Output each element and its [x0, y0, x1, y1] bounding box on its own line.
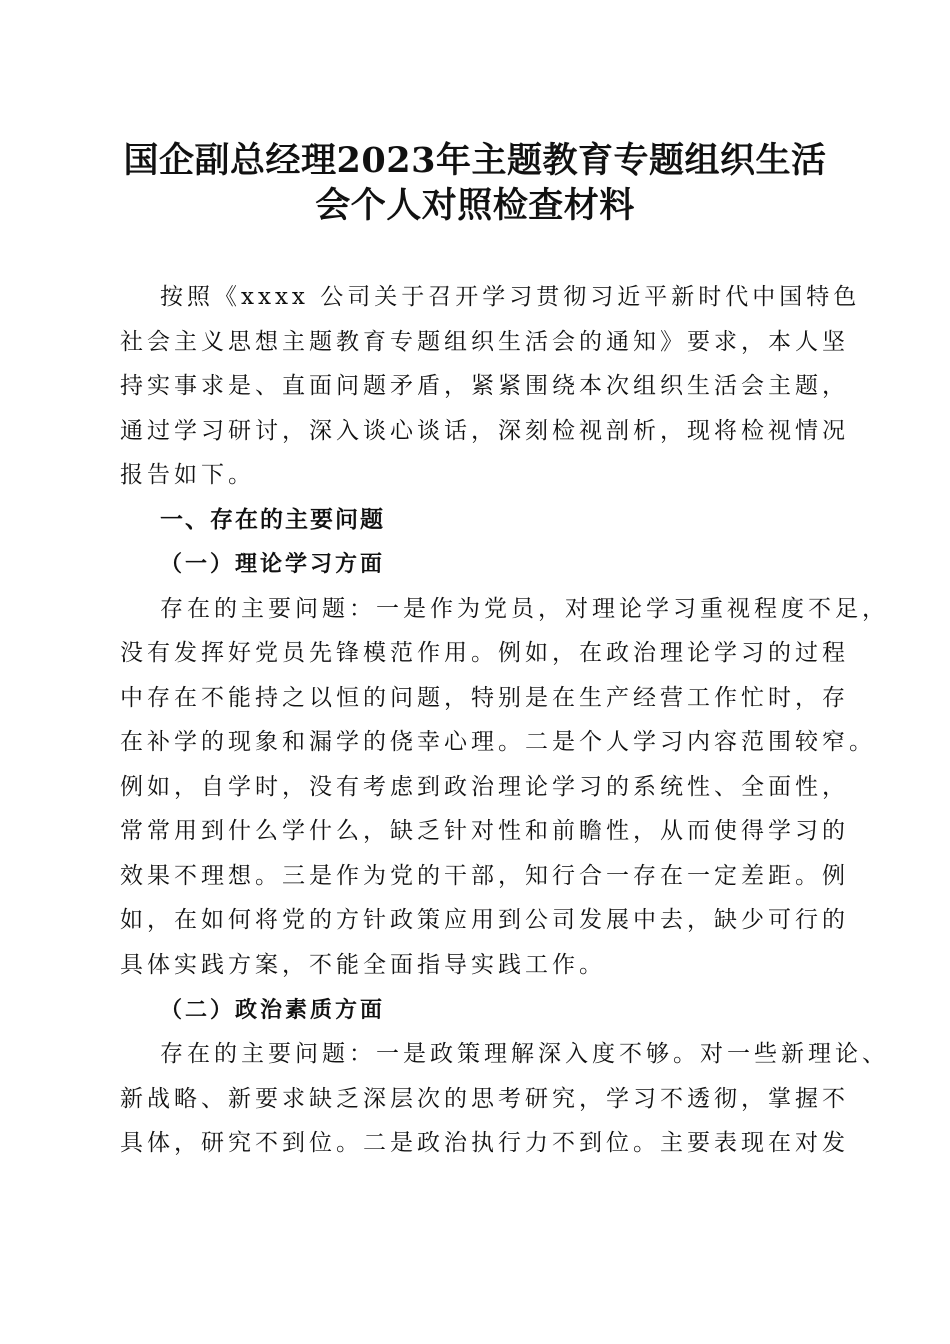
- intro-line: 持实事求是、直面问题矛盾，紧紧围绕本次组织生活会主题，: [120, 373, 849, 399]
- intro-line: 报告如下。: [120, 462, 255, 488]
- intro-line: 按照《xxxx 公司关于召开学习贯彻习近平新时代中国特色: [160, 284, 861, 310]
- paragraph-line: 存在的主要问题：一是政策理解深入度不够。对一些新理论、: [160, 1041, 889, 1067]
- subsection-heading-political-quality: （二）政治素质方面: [160, 997, 386, 1023]
- paragraph-line: 新战略、新要求缺乏深层次的思考研究，学习不透彻，掌握不: [120, 1086, 849, 1112]
- paragraph-line: 如，在如何将党的方针政策应用到公司发展中去，缺少可行的: [120, 907, 849, 933]
- paragraph-line: 具体实践方案，不能全面指导实践工作。: [120, 952, 606, 978]
- document-title-line-1: 国企副总经理2023年主题教育专题组织生活: [123, 140, 827, 181]
- paragraph-line: 没有发挥好党员先锋模范作用。例如，在政治理论学习的过程: [120, 640, 849, 666]
- paragraph-line: 效果不理想。三是作为党的干部，知行合一存在一定差距。例: [120, 863, 849, 889]
- paragraph-line: 例如，自学时，没有考虑到政治理论学习的系统性、全面性，: [120, 774, 849, 800]
- subsection-heading-theory-study: （一）理论学习方面: [160, 551, 386, 577]
- paragraph-line: 在补学的现象和漏学的侥幸心理。二是个人学习内容范围较窄。: [120, 729, 876, 755]
- paragraph-line: 常常用到什么学什么，缺乏针对性和前瞻性，从而使得学习的: [120, 818, 849, 844]
- paragraph-line: 具体，研究不到位。二是政治执行力不到位。主要表现在对发: [120, 1130, 849, 1156]
- section-heading-problems: 一、存在的主要问题: [160, 507, 385, 533]
- paragraph-line: 存在的主要问题：一是作为党员，对理论学习重视程度不足，: [160, 596, 889, 622]
- intro-line: 社会主义思想主题教育专题组织生活会的通知》要求，本人坚: [120, 329, 849, 355]
- intro-line: 通过学习研讨，深入谈心谈话，深刻检视剖析，现将检视情况: [120, 418, 849, 444]
- paragraph-line: 中存在不能持之以恒的问题，特别是在生产经营工作忙时，存: [120, 685, 849, 711]
- document-title-line-2: 会个人对照检查材料: [315, 185, 635, 226]
